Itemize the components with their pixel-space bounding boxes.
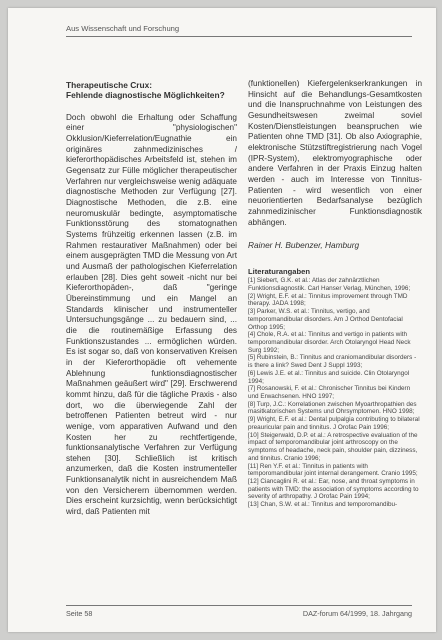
footer-rule [66, 605, 412, 606]
right-body-text: (funktionellen) Kiefergelenkserkrankungen in Hinsicht auf die Behandlungs-Gesamtkosten und die Inanspruchnahme von Leistungen des Gesundheitswesen zweimal soviel Kosten/Dienstleistungen beanspruchen wie Patienten ohne TMD [31]. Ob also Axiographie, elektronische Stützstiftregistrierung nach Vogel (IPR-System), elektromyographische oder andere Verfahren in der Praxis Einzug halten werden - auch im Interesse von Tinnitus-Patienten - wird wesentlich von einer neuorientierten Bedarfsanalyse bezüglich zahnmedizinischer Funktionsdiagnostik abhängen. [248, 79, 422, 227]
reference-item: [12] Ciancaglini R. et al.: Ear, nose, and throat symptoms in patients with TMD: the association of symptoms according to severity of arthropathy. J Orofac Pain 1994; [248, 477, 419, 501]
reference-item: [13] Chan, S.W. et al.: Tinnitus and temporomandibu- [248, 501, 398, 509]
reference-item: [2] Wright, E.F. et al.: Tinnitus improvement through TMD therapy. JADA 1998; [248, 292, 408, 308]
section-heading-line-2: Fehlende diagnostische Möglichkeiten? [66, 90, 225, 101]
journal-issue: DAZ-forum 64/1999, 18. Jahrgang [302, 609, 412, 618]
section-heading-line-1: Therapeutische Crux: [66, 80, 153, 90]
reference-item: [8] Turp, J.C.: Korrelationen zwischen Myoarthropathien des masitkatorischen Systems und Ohrsymptomen. HNO 1998; [248, 400, 417, 416]
reference-item: [10] Steigerwald, D.P. et al.: A retrospective evaluation of the impact of temporomandibular joint arthroscopy on the symptoms of headache, neck pain, shoulder pain, dizziness, and tinnitus. Cranio 1996; [248, 431, 418, 462]
reference-item: [9] Wright, E.F. et al.: Dental pulpalgia contributing to bilateral preauricular pain and tinnitus. J Orofac Pain 1996; [248, 416, 420, 431]
reference-item: [4] Chole, R.A. et al.: Tinnitus and vertigo in patients with temporomandibular disorder. Arch Otolaryngol Head Neck Surg 1992; [248, 331, 411, 354]
reference-item: [1] Siebert, G.K. et al.: Atlas der zahnärztlichen Funktionsdiagnostik. Carl Hanser Verlag, München, 1996; [248, 277, 411, 292]
reference-item: [5] Rubinstein, B.: Tinnitus and craniomandibular disorders - is there a link? Swed Dent J Suppl 1993; [248, 354, 417, 370]
reference-list [248, 277, 422, 509]
document-page [8, 8, 436, 632]
reference-item: [7] Rosanowski, F. et al.: Chronischer Tinnitus bei Kindern und Erwachsenen. HNO 1997; [248, 385, 411, 401]
literature-heading: Literaturangaben [248, 266, 311, 276]
running-head: Aus Wissenschaft und Forschung [66, 24, 180, 33]
author-line: Rainer H. Bubenzer, Hamburg [248, 240, 360, 251]
header-rule [66, 36, 412, 37]
reference-item: [3] Parker, W.S. et al.: Tinnitus, vertigo, and temporomandibular disorders. Am J Orthod Dentofacial Orthop 1995; [248, 308, 403, 331]
left-body-text: Doch obwohl die Erhaltung oder Schaffung einer "physiologischen" Okklusion/Kieferrelation/Eugnathie ein originäres zahnmedizinisches / kieferorthopädisches Arbeitsfeld ist, stehen im Gegensatz zur Fülle möglicher therapeutischer Verfahren nur vergleichsweise wenig adäquate diagnostische Methoden zur Verfügung [27]. Diagnostische Methoden, die z.B. eine neuromuskulär bedingte, asymptomatische Funktionsstörung des stomatognathen Systems frühzeitig erkennen lassen (z.B. im Rahmen restaurativer Maßnahmen) oder bei einem ausgeprägten TMD die Messung von Art und Ausmaß der pathologischen Kieferrelation erlauben [28]. Dies geht soweit -nicht nur bei Kieferorthopäden-, daß "geringe Übereinstimmung und ein Mangel an Standards klinischer und instrumenteller Untersuchungsgänge ... zu bedauern sind, ... die die routinemäßige Erfassung des Funktionszustandes ... ermöglichen würden. Es ist sogar so, daß von konservativen Kreisen in der Kieferorthopädie oft vehemente Ablehnung funktionsdiagnostischer Maßnahmen geäußert wird" [29]. Erschwerend kommt hinzu, daß für die tägliche Praxis - also dort, wo die überwiegende Zahl der betroffenen Patienten betreut wird - nur wenige, vom apparativen Aufwand und den Kosten her zu rechtfertigende, funktionsanalytische Verfahren zur Verfügung stehen [30]. Schließlich ist kritisch anzumerken, daß die Kosten instrumenteller Funktionsanalytik nicht in ausreichendem Maß von den Versicherern übernommen werden. Dies erscheint kurzsichtig, wenn berücksichtigt wird, daß Patienten mit [66, 112, 237, 517]
reference-item: [11] Ren Y.F. et al.: Tinnitus in patients with temporomandibular joint internal derangement. Cranio 1995; [248, 462, 418, 478]
left-column [66, 80, 237, 518]
section-heading [66, 80, 237, 101]
reference-item: [6] Lewis J.E. et al.: Tinnitus and suicide. Clin Otolaryngol 1994; [248, 369, 410, 385]
page-number: Seite 58 [66, 609, 93, 618]
right-column [248, 79, 422, 509]
